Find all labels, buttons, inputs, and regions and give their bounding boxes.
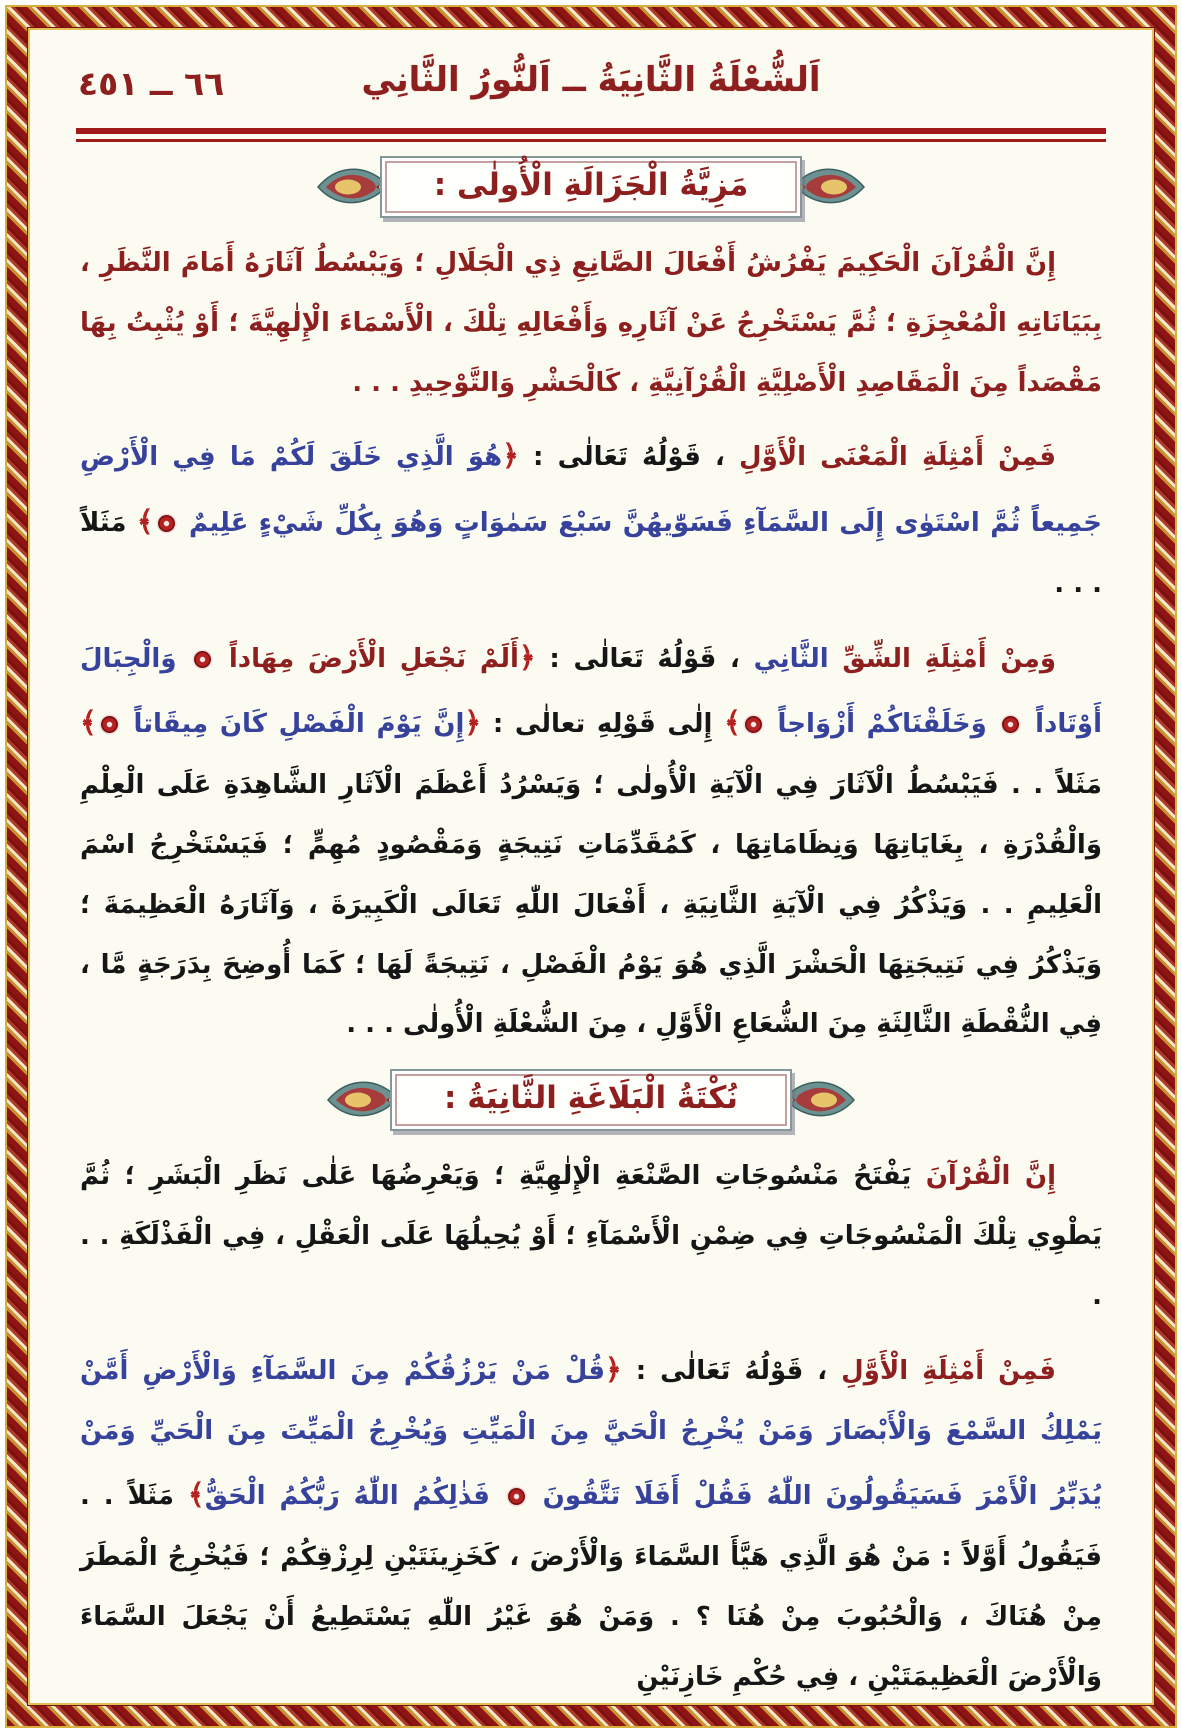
arabesque-ornament-icon	[326, 1075, 400, 1125]
page-title: اَلشُّعْلَةُ الثَّانِيَةُ ــ اَلنُّورُ الثَّانِي	[361, 60, 821, 100]
text-segment-maroon: فَمِنْ أَمْثِلَةِ الْأَوَّلِ	[841, 1355, 1057, 1386]
page-number: ٦٦ ــ ٤٥١	[78, 64, 225, 103]
arabesque-ornament-icon	[316, 162, 390, 212]
text-segment-black: ، قَوْلُهُ تَعَالٰى :	[535, 643, 754, 674]
verse-end-rosette-icon	[745, 716, 762, 733]
text-segment-black: ، قَوْلُهُ تَعَالٰى :	[518, 442, 740, 473]
paragraph-intro	[80, 234, 1102, 413]
text-segment-blue: إِنَّ يَوْمَ الْفَصْلِ كَانَ مِيقَاتاً	[121, 709, 465, 740]
ornate-border-frame	[5, 5, 1177, 1728]
verse-bracket: ﴿	[464, 705, 482, 740]
text-segment-maroon: إِنَّ الْقُرْآنَ	[911, 1161, 1056, 1192]
verse-end-rosette-icon	[158, 515, 175, 532]
paragraph-example-first-meaning	[80, 423, 1102, 614]
verse-end-rosette-icon	[1002, 716, 1019, 733]
text-segment-blue: وَخَلَقْنَاكُمْ أَزْوَاجاً	[765, 709, 999, 740]
text-segment-maroon: فَمِنْ أَمْثِلَةِ الْمَعْنَى الْأَوَّلِ	[739, 442, 1056, 473]
verse-end-rosette-icon	[101, 716, 118, 733]
text-segment-black: مَثَلاً . . فَيَبْسُطُ الْآثَارَ فِي الْآيَةِ الْأُولٰى ؛ وَيَسْرُدُ أَعْظَمَ الْآثَارِ الشَّاهِدَةِ عَلَى الْعِلْمِ وَالْقُدْرَةِ ، بِغَايَاتِهَا وَنِظَامَاتِهَا ، كَمُقَدِّمَاتِ نَتِيجَةٍ وَمَقْصُودٍ مُهِمٍّ ؛ فَيَسْتَخْرِجُ اسْمَ الْعَلِيمِ . . وَيَذْكُرُ فِي الْآيَةِ الثَّانِيَةِ ، أَفْعَالَ اللّٰهِ تَعَالَى الْكَبِيرَةَ ، وَآثَارَهُ الْعَظِيمَةَ ؛ وَيَذْكُرُ فِي نَتِيجَتِهَا الْحَشْرَ الَّذِي هُوَ يَوْمُ الْفَصْلِ ، نَتِيجَةً لَهَا ؛ كَمَا أُوضِحَ بِدَرَجَةٍ مَّا ، فِي النُّقْطَةِ الثَّالِثَةِ مِنَ الشُّعَاعِ الْأَوَّلِ ، مِنَ الشُّعْلَةِ الْأُولٰى . . .	[80, 770, 1102, 1040]
verse-end-rosette-icon	[508, 1488, 525, 1505]
text-segment-maroon: وَمِنْ أَمْثِلَةِ الشِّقِّ	[828, 643, 1056, 674]
text-segment-blue: وَالْجِبَالَ أَوْتَاداً	[80, 643, 1103, 740]
page-content-area	[28, 28, 1154, 1705]
arabesque-ornament-icon	[782, 1075, 856, 1125]
section-title-2	[80, 1069, 1102, 1131]
text-segment-black: يَفْتَحُ مَنْسُوجَاتِ الصَّنْعَةِ الْإِلٰهِيَّةِ ؛ وَيَعْرِضُهَا عَلٰى نَظَرِ الْبَشَرِ ؛ ثُمَّ يَطْوِي تِلْكَ الْمَنْسُوجَاتِ فِي ضِمْنِ الْأَسْمَآءِ ؛ أَوْ يُحِيلُهَا عَلَى الْعَقْلِ ، فِي الْفَذْلَكَةِ . . .	[80, 1161, 1102, 1311]
arabesque-ornament-icon	[792, 162, 866, 212]
text-segment-blue: الثَّانِي	[753, 643, 829, 674]
paragraph-example-second-part	[80, 625, 1102, 1056]
paragraph-example-provision-verse	[80, 1337, 1102, 1705]
divider-thick-line	[76, 128, 1106, 134]
divider-thin-line	[76, 139, 1106, 142]
text-segment-maroon: أَلَمْ نَجْعَلِ الْأَرْضَ مِهَاداً	[215, 643, 519, 674]
verse-end-rosette-icon	[194, 651, 211, 668]
text-segment-maroon: إِنَّ الْقُرْآنَ الْحَكِيمَ يَفْرُشُ أَفْعَالَ الصَّانِعِ ذِي الْجَلَالِ ؛ وَيَبْسُطُ آثَارَهُ أَمَامَ النَّظَرِ ، بِبَيَانَاتِهِ الْمُعْجِزَةِ ؛ ثُمَّ يَسْتَخْرِجُ عَنْ آثَارِهِ وَأَفْعَالِهِ تِلْكَ ، الْأَسْمَاءَ الْإِلٰهِيَّةَ ؛ أَوْ يُثْبِتُ بِهَا مَقْصَداً مِنَ الْمَقَاصِدِ الْأَصْلِيَّةِ الْقُرْآنِيَّةِ ، كَالْحَشْرِ وَالتَّوْحِيدِ . . .	[80, 248, 1102, 398]
verse-bracket: ﴿	[605, 1351, 622, 1386]
verse-bracket: ﴿	[518, 639, 536, 674]
verse-bracket: ﴿	[502, 438, 519, 473]
text-column	[74, 156, 1108, 1705]
section-title-box	[390, 1069, 792, 1131]
section-title-text: نُكْتَةُ الْبَلَاغَةِ الثَّانِيَةُ :	[444, 1080, 738, 1117]
text-segment-blue: قُلْ مَنْ يَرْزُقُكُمْ مِنَ السَّمَآءِ وَالْأَرْضِ أَمَّنْ يَمْلِكُ السَّمْعَ وَالْأَبْصَارَ وَمَنْ يُخْرِجُ الْحَيَّ مِنَ الْمَيِّتِ وَيُخْرِجُ الْمَيِّتَ مِنَ الْحَيِّ وَمَنْ يُدَبِّرُ الْأَمْرَ فَسَيَقُولُونَ اللّٰهُ فَقُلْ أَفَلَا تَتَّقُونَ	[80, 1355, 1102, 1512]
section-title-box	[380, 156, 803, 218]
verse-bracket: ﴾	[80, 705, 97, 740]
paragraph-second-point-intro	[80, 1147, 1102, 1326]
text-segment-black: مَثَلاً . . .	[80, 508, 1102, 599]
text-segment-black: ، قَوْلُهُ تَعَالٰى :	[621, 1355, 842, 1386]
text-segment-blue: فَذٰلِكُمُ اللّٰهُ رَبُّكُمُ الْحَقُّ	[204, 1481, 504, 1512]
header-divider	[76, 128, 1106, 142]
page-header	[74, 56, 1108, 120]
verse-bracket: ﴾	[724, 705, 741, 740]
text-segment-blue: هُوَ الَّذِي خَلَقَ لَكُمْ مَا فِي الْأَرْضِ جَمِيعاً ثُمَّ اسْتَوٰى إِلَى السَّمَآءِ فَسَوّٰيهُنَّ سَبْعَ سَمٰوَاتٍ وَهُوَ بِكُلِّ شَيْءٍ عَلِيمٌ	[80, 442, 1102, 539]
section-title-1	[80, 156, 1102, 218]
text-segment-black: مَثَلاً . . فَيَقُولُ أَوَّلاً : مَنْ هُوَ الَّذِي هَيَّأَ السَّمَاءَ وَالْأَرْضَ ، كَخَزِينَتَيْنِ لِرِزْقِكُمْ ؛ فَيُخْرِجُ الْمَطَرَ مِنْ هُنَاكَ ، وَالْحُبُوبَ مِنْ هُنَا ؟ . وَمَنْ هُوَ غَيْرُ اللّٰهِ يَسْتَطِيعُ أَنْ يَجْعَلَ السَّمَاءَ وَالْأَرْضَ الْعَظِيمَتَيْنِ ، فِي حُكْمِ خَازِنَيْنِ	[80, 1481, 1102, 1692]
text-segment-black: إِلٰى قَوْلِهِ تعالٰى :	[481, 709, 725, 740]
verse-bracket: ﴾	[136, 504, 154, 539]
section-title-text: مَزِيَّةُ الْجَزَالَةِ الْأُولٰى :	[433, 167, 749, 203]
verse-bracket: ﴾	[187, 1477, 205, 1512]
